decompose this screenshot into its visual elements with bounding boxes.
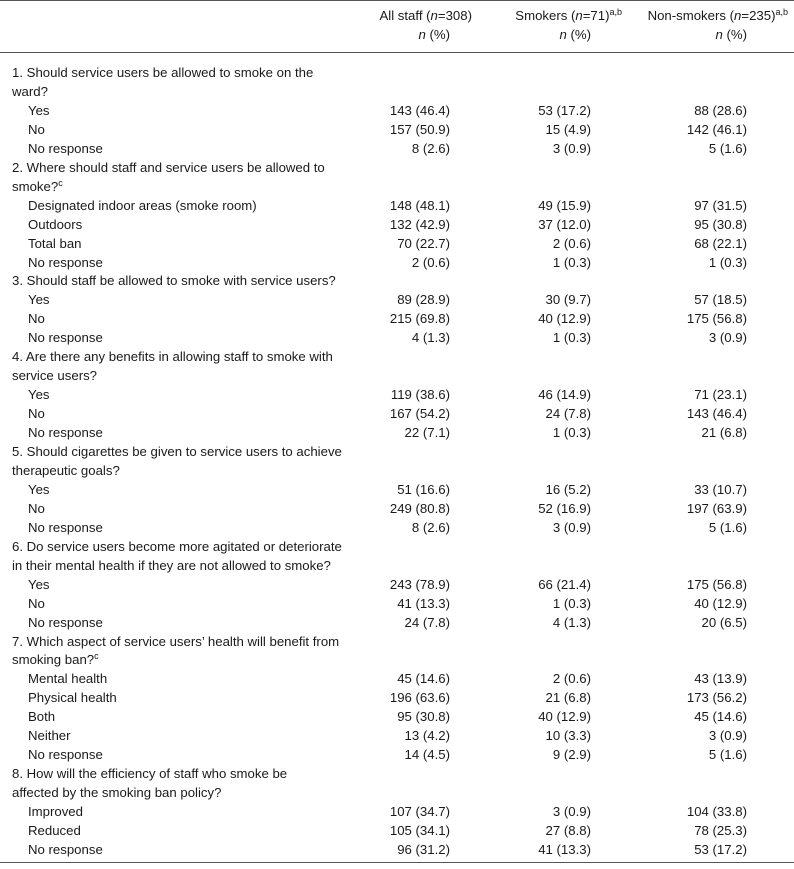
question-text: [12, 442, 342, 461]
question-text-content: 4. Are there any benefits in allowing staff to smoke with: [12, 349, 333, 365]
subheader-non-smokers: n (%): [715, 27, 747, 42]
question-row: [0, 63, 794, 82]
response-label: No: [28, 311, 45, 327]
header-non-smokers: Non-smokers (n=235)$^{a,b}$: [647, 7, 788, 23]
non-smokers-value: 143 (46.4): [686, 406, 747, 422]
response-label: Yes: [28, 387, 50, 403]
question-row: [0, 650, 794, 669]
smokers-value: 1 (0.3): [552, 254, 591, 270]
non-smokers-value: 95 (30.8): [694, 216, 747, 232]
smokers-value: 21 (6.8): [545, 690, 591, 706]
question-text: [12, 271, 336, 290]
smokers-value: 15 (4.9): [545, 121, 591, 137]
all-staff-value: 143 (46.4): [389, 102, 450, 118]
non-smokers-value: 1 (0.3): [708, 254, 747, 270]
table-row: [0, 499, 794, 518]
all-staff-value: 105 (34.1): [389, 823, 450, 838]
question-row: [0, 783, 794, 802]
smokers-value: 2 (0.6): [552, 671, 591, 687]
response-label: Mental health: [28, 671, 108, 687]
response-label: No response: [28, 425, 103, 441]
table-row: [0, 480, 794, 499]
smokers-value: 1 (0.3): [552, 330, 591, 346]
non-smokers-value: 71 (23.1): [694, 387, 747, 403]
response-label: Designated indoor areas (smoke room): [28, 197, 257, 213]
all-staff-value: 96 (31.2): [397, 841, 450, 857]
question-row: [0, 442, 794, 461]
question-text-content: 2. Where should staff and service users be allowed to: [12, 159, 325, 175]
response-label: Both: [28, 709, 56, 725]
non-smokers-value: 175 (56.8): [686, 311, 747, 327]
question-text: [12, 366, 97, 385]
question-text: [12, 556, 331, 575]
table-row: [0, 669, 794, 688]
table-row: [0, 139, 794, 158]
all-staff-value: 119 (38.6): [390, 387, 450, 403]
question-text: [12, 650, 99, 669]
question-row: [0, 366, 794, 385]
non-smokers-value: 53 (17.2): [694, 841, 747, 857]
table-row: [0, 840, 794, 859]
subheader-smokers: n (%): [559, 27, 591, 42]
smokers-value: 24 (7.8): [545, 406, 591, 422]
smokers-value: 9 (2.9): [552, 747, 591, 763]
table-row: [0, 120, 794, 139]
response-label: No response: [28, 330, 103, 346]
all-staff-value: 132 (42.9): [389, 216, 450, 232]
question-row: [0, 764, 794, 783]
question-text: [12, 764, 287, 783]
question-row: [0, 271, 794, 290]
table-row: [0, 821, 794, 840]
all-staff-value: 8 (2.6): [411, 140, 450, 156]
non-smokers-value: 5 (1.6): [708, 519, 747, 535]
non-smokers-value: 40 (12.9): [694, 595, 747, 611]
smokers-value: 41 (13.3): [538, 841, 591, 857]
all-staff-value: 157 (50.9): [389, 121, 450, 137]
question-text-content: 8. How will the efficiency of staff who smoke be: [12, 766, 288, 782]
question-row: [0, 82, 794, 101]
non-smokers-value: 104 (33.8): [686, 804, 747, 820]
smokers-value: 3 (0.9): [552, 519, 591, 535]
all-staff-value: 13 (4.2): [404, 728, 450, 744]
response-label: No: [28, 406, 45, 422]
all-staff-value: 148 (48.1): [389, 197, 450, 213]
table-row: [0, 575, 794, 594]
question-row: [0, 632, 794, 651]
table-row: [0, 196, 794, 215]
non-smokers-value: 197 (63.9): [686, 500, 747, 516]
question-text-content: smoking ban?: [12, 652, 95, 668]
question-text-content: therapeutic goals?: [12, 462, 120, 478]
question-text: [12, 347, 333, 366]
all-staff-value: 41 (13.3): [397, 595, 450, 611]
table-row: [0, 101, 794, 120]
response-label: Reduced: [28, 823, 81, 838]
non-smokers-value: 43 (13.9): [694, 671, 747, 687]
smokers-value: 49 (15.9): [538, 197, 591, 213]
table-row: [0, 215, 794, 234]
smokers-value: 52 (16.9): [538, 500, 591, 516]
question-text-content: in their mental health if they are not allowed to smoke?: [12, 557, 331, 573]
top-rule: [0, 0, 794, 1]
question-text: [12, 461, 120, 480]
header-rule: [0, 52, 794, 53]
question-text-content: 7. Which aspect of service users’ health will benefit from: [12, 633, 340, 649]
table-row: [0, 707, 794, 726]
response-label: No: [28, 595, 45, 611]
response-label: Yes: [28, 576, 50, 592]
non-smokers-value: 5 (1.6): [708, 140, 747, 156]
question-text: [12, 177, 63, 196]
question-text: [12, 82, 48, 101]
non-smokers-value: 142 (46.1): [686, 121, 747, 137]
smokers-value: 40 (12.9): [538, 311, 591, 327]
all-staff-value: 196 (63.6): [389, 690, 450, 706]
response-label: Outdoors: [28, 216, 83, 232]
non-smokers-value: 3 (0.9): [708, 330, 747, 346]
table-row: [0, 290, 794, 309]
question-row: [0, 158, 794, 177]
question-text-content: 5. Should cigarettes be given to service users to achieve: [12, 444, 342, 459]
smokers-value: 3 (0.9): [552, 804, 591, 820]
non-smokers-value: 88 (28.6): [694, 102, 747, 118]
non-smokers-value: 33 (10.7): [694, 481, 747, 497]
table-row: [0, 745, 794, 764]
non-smokers-value: 21 (6.8): [701, 425, 747, 441]
response-label: No response: [28, 254, 103, 270]
all-staff-value: 89 (28.9): [397, 292, 450, 308]
smokers-value: 1 (0.3): [552, 425, 591, 441]
table-row: [0, 328, 794, 347]
question-text: [12, 632, 339, 651]
non-smokers-value: 173 (56.2): [686, 690, 747, 706]
response-label: No response: [28, 519, 103, 535]
all-staff-value: 70 (22.7): [397, 235, 450, 251]
smokers-value: 40 (12.9): [538, 709, 591, 725]
response-label: No response: [28, 614, 103, 630]
table-row: [0, 518, 794, 537]
question-row: [0, 537, 794, 556]
smokers-value: 4 (1.3): [552, 614, 591, 630]
all-staff-value: 14 (4.5): [404, 747, 450, 763]
all-staff-value: 167 (54.2): [389, 406, 450, 422]
all-staff-value: 107 (34.7): [389, 804, 450, 820]
smokers-value: 2 (0.6): [552, 235, 591, 251]
table-row: [0, 802, 794, 821]
response-label: Total ban: [28, 235, 82, 251]
footnote-marker: c: [58, 177, 63, 188]
header-smokers: Smokers (n=71)$^{a,b}$: [515, 7, 622, 23]
question-text-content: service users?: [12, 368, 98, 384]
all-staff-value: 8 (2.6): [411, 519, 450, 535]
all-staff-value: 24 (7.8): [404, 614, 450, 630]
question-text: [12, 63, 313, 82]
response-label: Yes: [28, 292, 50, 308]
non-smokers-value: 175 (56.8): [686, 576, 747, 592]
question-text-content: affected by the smoking ban policy?: [12, 785, 222, 801]
response-label: No: [28, 500, 45, 516]
all-staff-value: 243 (78.9): [389, 576, 450, 592]
header-all-staff: All staff (n=308): [379, 8, 472, 23]
subheader-all-staff: n (%): [418, 27, 450, 42]
response-label: Yes: [28, 102, 50, 118]
question-text: [12, 537, 342, 556]
smokers-value: 10 (3.3): [545, 728, 591, 744]
table-row: [0, 423, 794, 442]
question-text: [12, 783, 221, 802]
table-row: [0, 309, 794, 328]
question-row: [0, 347, 794, 366]
table-row: [0, 726, 794, 745]
table-row: [0, 594, 794, 613]
non-smokers-value: 5 (1.6): [708, 747, 747, 763]
question-text-content: smoke?: [12, 178, 59, 194]
all-staff-value: 45 (14.6): [397, 671, 450, 687]
smokers-value: 27 (8.8): [545, 823, 591, 838]
question-row: [0, 177, 794, 196]
non-smokers-value: 97 (31.5): [694, 197, 747, 213]
non-smokers-value: 78 (25.3): [694, 823, 747, 838]
question-row: [0, 461, 794, 480]
table-row: [0, 613, 794, 632]
response-label: Improved: [28, 804, 83, 820]
question-text: [12, 158, 325, 177]
table-row: [0, 253, 794, 272]
non-smokers-value: 45 (14.6): [694, 709, 747, 725]
question-row: [0, 556, 794, 575]
smokers-value: 66 (21.4): [538, 576, 591, 592]
non-smokers-value: 68 (22.1): [694, 235, 747, 251]
question-text-content: 3. Should staff be allowed to smoke with service users?: [12, 273, 336, 289]
all-staff-value: 249 (80.8): [389, 500, 450, 516]
footnote-marker: c: [94, 651, 99, 662]
response-label: No response: [28, 140, 103, 156]
smokers-value: 46 (14.9): [538, 387, 591, 403]
question-text-content: 1. Should service users be allowed to smoke on the: [12, 65, 314, 80]
all-staff-value: 22 (7.1): [404, 425, 450, 441]
bottom-rule: [0, 862, 794, 863]
all-staff-value: 215 (69.8): [389, 311, 450, 327]
non-smokers-value: 20 (6.5): [701, 614, 747, 630]
all-staff-value: 51 (16.6): [397, 481, 450, 497]
table-row: [0, 234, 794, 253]
all-staff-value: 95 (30.8): [397, 709, 450, 725]
response-label: Neither: [28, 728, 71, 744]
smokers-value: 3 (0.9): [552, 140, 591, 156]
question-text-content: ward?: [12, 83, 48, 99]
response-label: Physical health: [28, 690, 117, 706]
table-row: [0, 404, 794, 423]
smokers-value: 16 (5.2): [545, 481, 591, 497]
question-text-content: 6. Do service users become more agitated or deteriorate: [12, 538, 342, 554]
all-staff-value: 4 (1.3): [411, 330, 450, 346]
smokers-value: 37 (12.0): [538, 216, 591, 232]
smokers-value: 53 (17.2): [538, 102, 591, 118]
response-label: No response: [28, 841, 103, 857]
response-label: Yes: [28, 481, 50, 497]
response-label: No: [28, 121, 45, 137]
table-row: [0, 688, 794, 707]
response-label: No response: [28, 747, 103, 763]
smokers-value: 30 (9.7): [545, 292, 591, 308]
all-staff-value: 2 (0.6): [411, 254, 450, 270]
non-smokers-value: 3 (0.9): [708, 728, 747, 744]
non-smokers-value: 57 (18.5): [694, 292, 747, 308]
table-row: [0, 385, 794, 404]
smokers-value: 1 (0.3): [552, 595, 591, 611]
